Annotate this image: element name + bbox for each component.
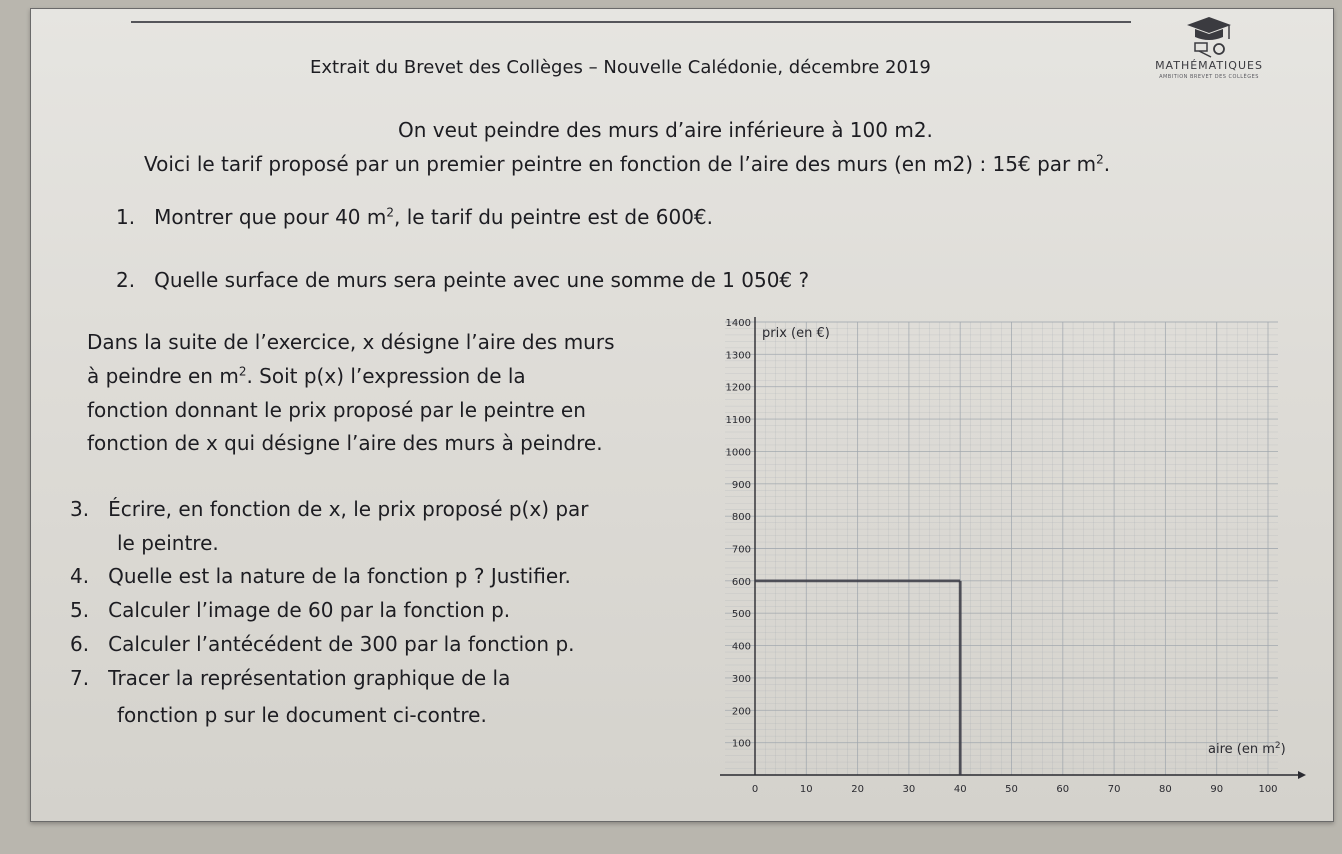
question-6-text: Calculer l’antécédent de 300 par la fonction p. — [108, 632, 575, 656]
x-tick-label: 0 — [751, 784, 759, 795]
y-tick-label: 600 — [731, 576, 751, 588]
y-tick-label: 700 — [731, 544, 751, 556]
y-tick-label: 300 — [731, 673, 751, 685]
question-3-text: Écrire, en fonction de x, le prix proposé p(x) par — [108, 497, 589, 521]
question-5-text: Calculer l’image de 60 par la fonction p. — [108, 598, 511, 622]
y-tick-label: 500 — [731, 609, 751, 621]
y-tick-label: 1200 — [725, 382, 751, 394]
x-axis-label: aire (en $m^2$) — [1208, 741, 1286, 757]
intro-line-2-text: Voici le tarif proposé par un premier peintre en fonction de l’aire des murs (en m2) : 15€ par m — [144, 152, 1097, 176]
question-3-number: 3. — [70, 497, 90, 521]
paragraph-line-2-b: . Soit p(x) l’expression de la — [246, 364, 526, 388]
x-tick-label: 100 — [1258, 784, 1278, 795]
x-tick-label: 50 — [1005, 784, 1018, 795]
y-tick-label: 100 — [731, 738, 751, 750]
question-1-exponent: 2 — [386, 205, 394, 220]
intro-line-1: On veut peindre des murs d’aire inférieure à 100 m2. — [398, 118, 933, 142]
y-tick-label: 1000 — [725, 447, 751, 459]
y-tick-label: 200 — [731, 706, 751, 718]
question-2-text: Quelle surface de murs sera peinte avec une somme de 1 050€ ? — [154, 268, 810, 292]
question-6-number: 6. — [70, 632, 90, 656]
y-tick-label: 1300 — [725, 350, 751, 362]
y-tick-label: 1100 — [725, 415, 751, 427]
question-7-number: 7. — [70, 666, 90, 690]
question-2-number: 2. — [116, 268, 136, 292]
question-1-number: 1. — [116, 205, 136, 229]
paragraph-line-1: Dans la suite de l’exercice, x désigne l’aire des murs — [87, 330, 615, 354]
intro-line-2-end: . — [1103, 152, 1111, 176]
question-3-continuation: le peintre. — [117, 531, 219, 555]
x-tick-label: 60 — [1056, 784, 1070, 795]
paragraph-line-4: fonction de x qui désigne l’aire des murs à peindre. — [87, 431, 603, 455]
question-1-text-b: , le tarif du peintre est de 600€. — [394, 205, 713, 229]
y-axis-label: prix (en €) — [762, 326, 830, 341]
x-tick-label: 90 — [1210, 784, 1224, 795]
paragraph-line-2-a: à peindre en m — [87, 364, 239, 388]
paragraph-line-3: fonction donnant le prix proposé par le peintre en — [87, 398, 586, 422]
x-tick-label: 10 — [799, 784, 813, 795]
question-4-number: 4. — [70, 564, 90, 588]
intro-line-2-exponent: 2 — [1096, 152, 1104, 167]
x-tick-label: 80 — [1159, 784, 1172, 795]
x-tick-label: 30 — [902, 784, 916, 795]
y-tick-label: 800 — [731, 512, 751, 524]
page-title: Extrait du Brevet des Collèges – Nouvelle Calédonie, décembre 2019 — [310, 57, 931, 78]
x-tick-label: 70 — [1107, 784, 1121, 795]
logo-word: MATHÉMATIQUES — [1155, 59, 1263, 72]
y-tick-label: 900 — [731, 479, 751, 491]
question-7-text: Tracer la représentation graphique de la — [108, 666, 511, 690]
y-tick-label: 1400 — [725, 318, 751, 329]
paragraph-line-2-exponent: 2 — [238, 364, 247, 379]
question-5-number: 5. — [70, 598, 90, 622]
x-axis-arrow-icon — [1298, 771, 1306, 779]
x-tick-label: 40 — [953, 784, 967, 795]
question-1-text-a: Montrer que pour 40 m — [154, 205, 387, 229]
question-7-continuation: fonction p sur le document ci-contre. — [117, 703, 487, 727]
x-tick-label: 20 — [851, 784, 864, 795]
question-4-text: Quelle est la nature de la fonction p ? Justifier. — [108, 564, 571, 588]
y-tick-label: 400 — [731, 641, 751, 653]
logo-subtitle: AMBITION BREVET DES COLLÈGES — [1159, 74, 1259, 80]
